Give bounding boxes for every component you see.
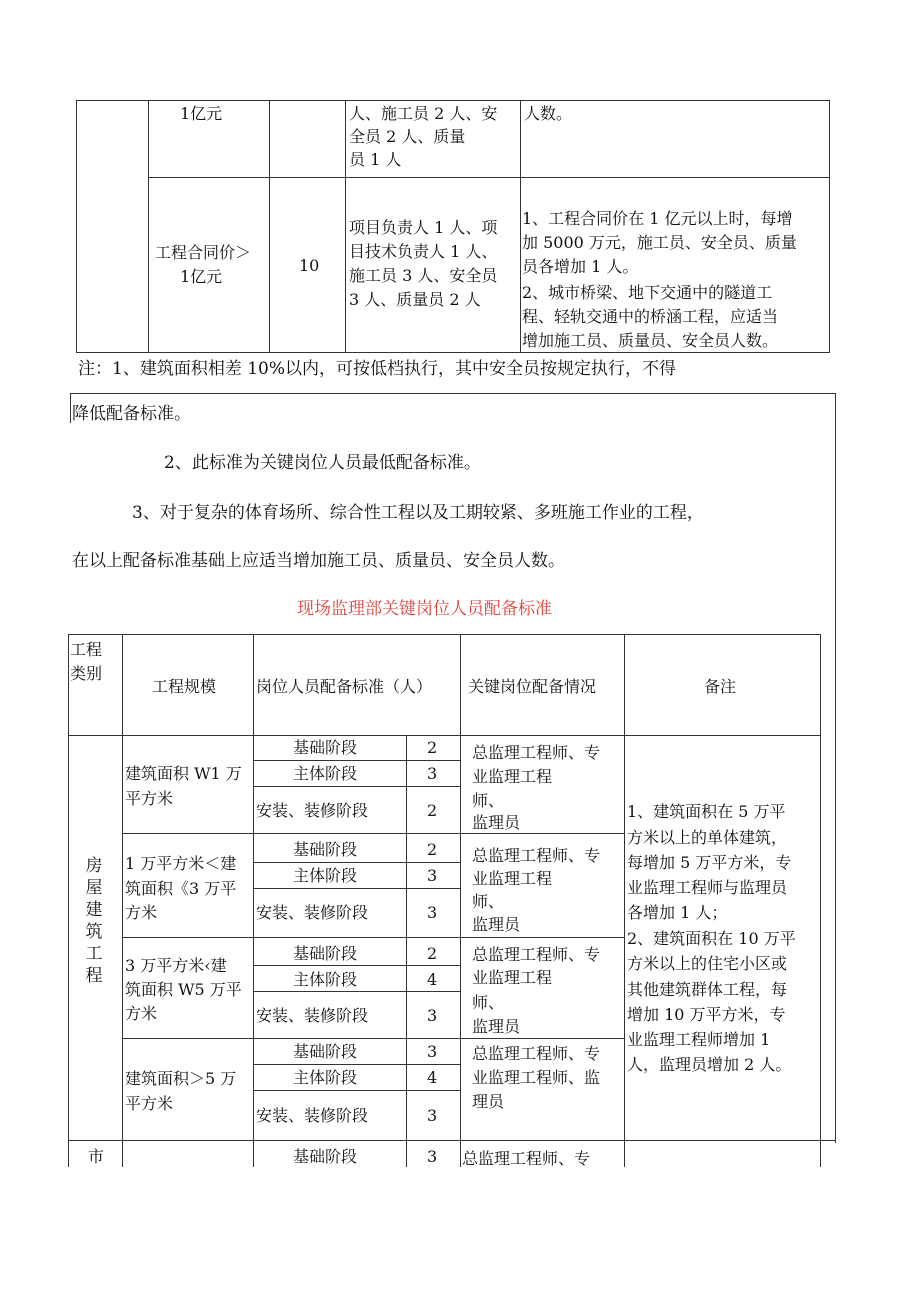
category-char: 建 [85,900,103,920]
group-scale-line: 方米 [125,1004,158,1023]
remark-line: 人，监理员增加 2 人。 [627,1055,792,1074]
category-label [82,855,106,987]
stage-name: 安装、装修阶段 [256,1106,369,1125]
group-status-line: 监理员 [472,1017,521,1036]
group-status-line: 师、 [472,993,505,1012]
top-row1-positions-line: 员 1 人 [349,150,402,169]
remark-line: 其他建筑群体工程，每 [627,980,788,999]
top-row1-remark: 人数。 [524,104,573,123]
remark-line: 各增加 1 人； [627,903,728,922]
stage-count: 3 [427,903,438,922]
last-row-count: 3 [427,1147,438,1166]
group-status-line: 业监理工程 [472,968,553,987]
top-row2-remark-line: 增加施工员、质量员、安全员人数。 [522,331,779,350]
group-status-line: 业监理工程师、监 [472,1068,601,1087]
stage-name: 基础阶段 [293,1042,358,1061]
header-remark: 备注 [704,677,737,696]
group-status-line: 总监理工程师、专 [472,846,601,865]
stage-name: 基础阶段 [293,840,358,859]
stage-name: 主体阶段 [293,1068,358,1087]
top-row1-scale: 1亿元 [180,104,223,123]
stage-count: 3 [427,764,438,783]
note-line: 注：1、建筑面积相差 10%以内，可按低档执行，其中安全员按规定执行，不得 [78,359,677,379]
note-line: 降低配备标准。 [72,404,191,424]
stage-count: 2 [427,944,438,963]
stage-count: 4 [427,970,438,989]
group-status-line: 监理员 [472,813,521,832]
header-status: 关键岗位配备情况 [468,677,597,696]
stage-count: 2 [427,738,438,757]
stage-name: 基础阶段 [293,944,358,963]
top-row2-positions-line: 目技术负责人 1 人、 [349,242,498,261]
stage-name: 安装、装修阶段 [256,801,369,820]
note-line: 在以上配备标准基础上应适当增加施工员、质量员、安全员人数。 [72,551,565,571]
top-row2-remark-line: 程、轻轨交通中的桥涵工程，应适当 [522,307,779,326]
group-status-line: 业监理工程 [472,767,553,786]
group-scale-line: 平方米 [125,789,174,808]
remark-line: 增加 10 万平方米，专 [627,1005,786,1024]
category-char: 工 [85,944,103,964]
top-row1-positions-line: 人、施工员 2 人、安 [349,104,498,123]
remark-line: 每增加 5 万平方米，专 [627,853,792,872]
category-char: 房 [85,856,103,876]
top-row2-positions-line: 施工员 3 人、安全员 [349,266,498,285]
section-title: 现场监理部关键岗位人员配备标准 [297,599,552,619]
remark-line: 方米以上的住宅小区或 [627,954,788,973]
remark-line: 业监理工程师增加 1 [627,1030,771,1049]
note-line: 3、对于复杂的体育场所、综合性工程以及工期较紧、多班施工作业的工程， [132,503,704,523]
stage-count: 4 [427,1068,438,1087]
group-scale-line: 方米 [125,903,158,922]
last-row-category: 市 [88,1147,105,1166]
top-row2-positions-line: 3 人、质量员 2 人 [349,290,481,309]
remark-line: 1、建筑面积在 5 万平 [627,802,786,821]
category-char: 屋 [85,878,103,898]
group-status-line: 师、 [472,791,505,810]
stage-name: 基础阶段 [293,738,358,757]
top-row2-remark-line: 1、工程合同价在 1 亿元以上时，每增 [522,209,793,228]
remark-line: 方米以上的单体建筑， [627,828,788,847]
stage-name: 安装、装修阶段 [256,1006,369,1025]
top-row2-remark-line: 2、城市桥梁、地下交通中的隧道工 [522,283,773,302]
stage-count: 2 [427,840,438,859]
header-category: 工程 [70,640,103,659]
note-line: 2、此标准为关键岗位人员最低配备标准。 [164,453,481,473]
group-status-line: 师、 [472,892,505,911]
header-category: 类别 [70,664,103,683]
group-scale-line: 3 万平方米‹建 [125,956,227,975]
group-status-line: 总监理工程师、专 [472,1044,601,1063]
remark-line: 2、建筑面积在 10 万平 [627,929,796,948]
stage-count: 3 [427,1006,438,1025]
group-status-line: 业监理工程 [472,869,553,888]
remark-line: 业监理工程师与监理员 [627,878,788,897]
stage-name: 安装、装修阶段 [256,903,369,922]
last-row-stage: 基础阶段 [293,1147,358,1166]
top-row2-remark-line: 员各增加 1 人。 [522,257,639,276]
header-scale: 工程规模 [152,677,217,696]
group-scale-line: 筑面积 W5 万平 [125,980,242,999]
stage-name: 主体阶段 [293,970,358,989]
stage-count: 3 [427,866,438,885]
stage-count: 3 [427,1042,438,1061]
header-standard: 岗位人员配备标准（人） [256,677,433,696]
top-row1-positions-line: 全员 2 人、质量 [349,127,466,146]
stage-count: 2 [427,801,438,820]
group-scale-line: 建筑面积 W1 万 [125,764,242,783]
stage-count: 3 [427,1106,438,1125]
group-status-line: 总监理工程师、专 [472,743,601,762]
last-row-status: 总监理工程师、专 [462,1149,591,1168]
top-row2-scale-line: 工程合同价＞ [155,243,252,262]
top-row2-remark-line: 加 5000 万元，施工员、安全员、质量 [522,233,797,252]
group-scale-line: 建筑面积＞5 万 [125,1069,237,1088]
group-scale-line: 1 万平方米＜建 [125,854,237,873]
stage-name: 主体阶段 [293,764,358,783]
top-row2-scale-line: 1亿元 [180,267,223,286]
group-status-line: 监理员 [472,915,521,934]
group-status-line: 总监理工程师、专 [472,945,601,964]
group-status-line: 理员 [472,1092,505,1111]
top-row2-positions-line: 项目负责人 1 人、项 [349,218,498,237]
top-row2-count: 10 [299,256,320,275]
stage-name: 主体阶段 [293,866,358,885]
category-char: 筑 [85,922,103,942]
category-char: 程 [85,966,103,986]
group-scale-line: 平方米 [125,1094,174,1113]
group-scale-line: 筑面积《3 万平 [125,879,237,898]
